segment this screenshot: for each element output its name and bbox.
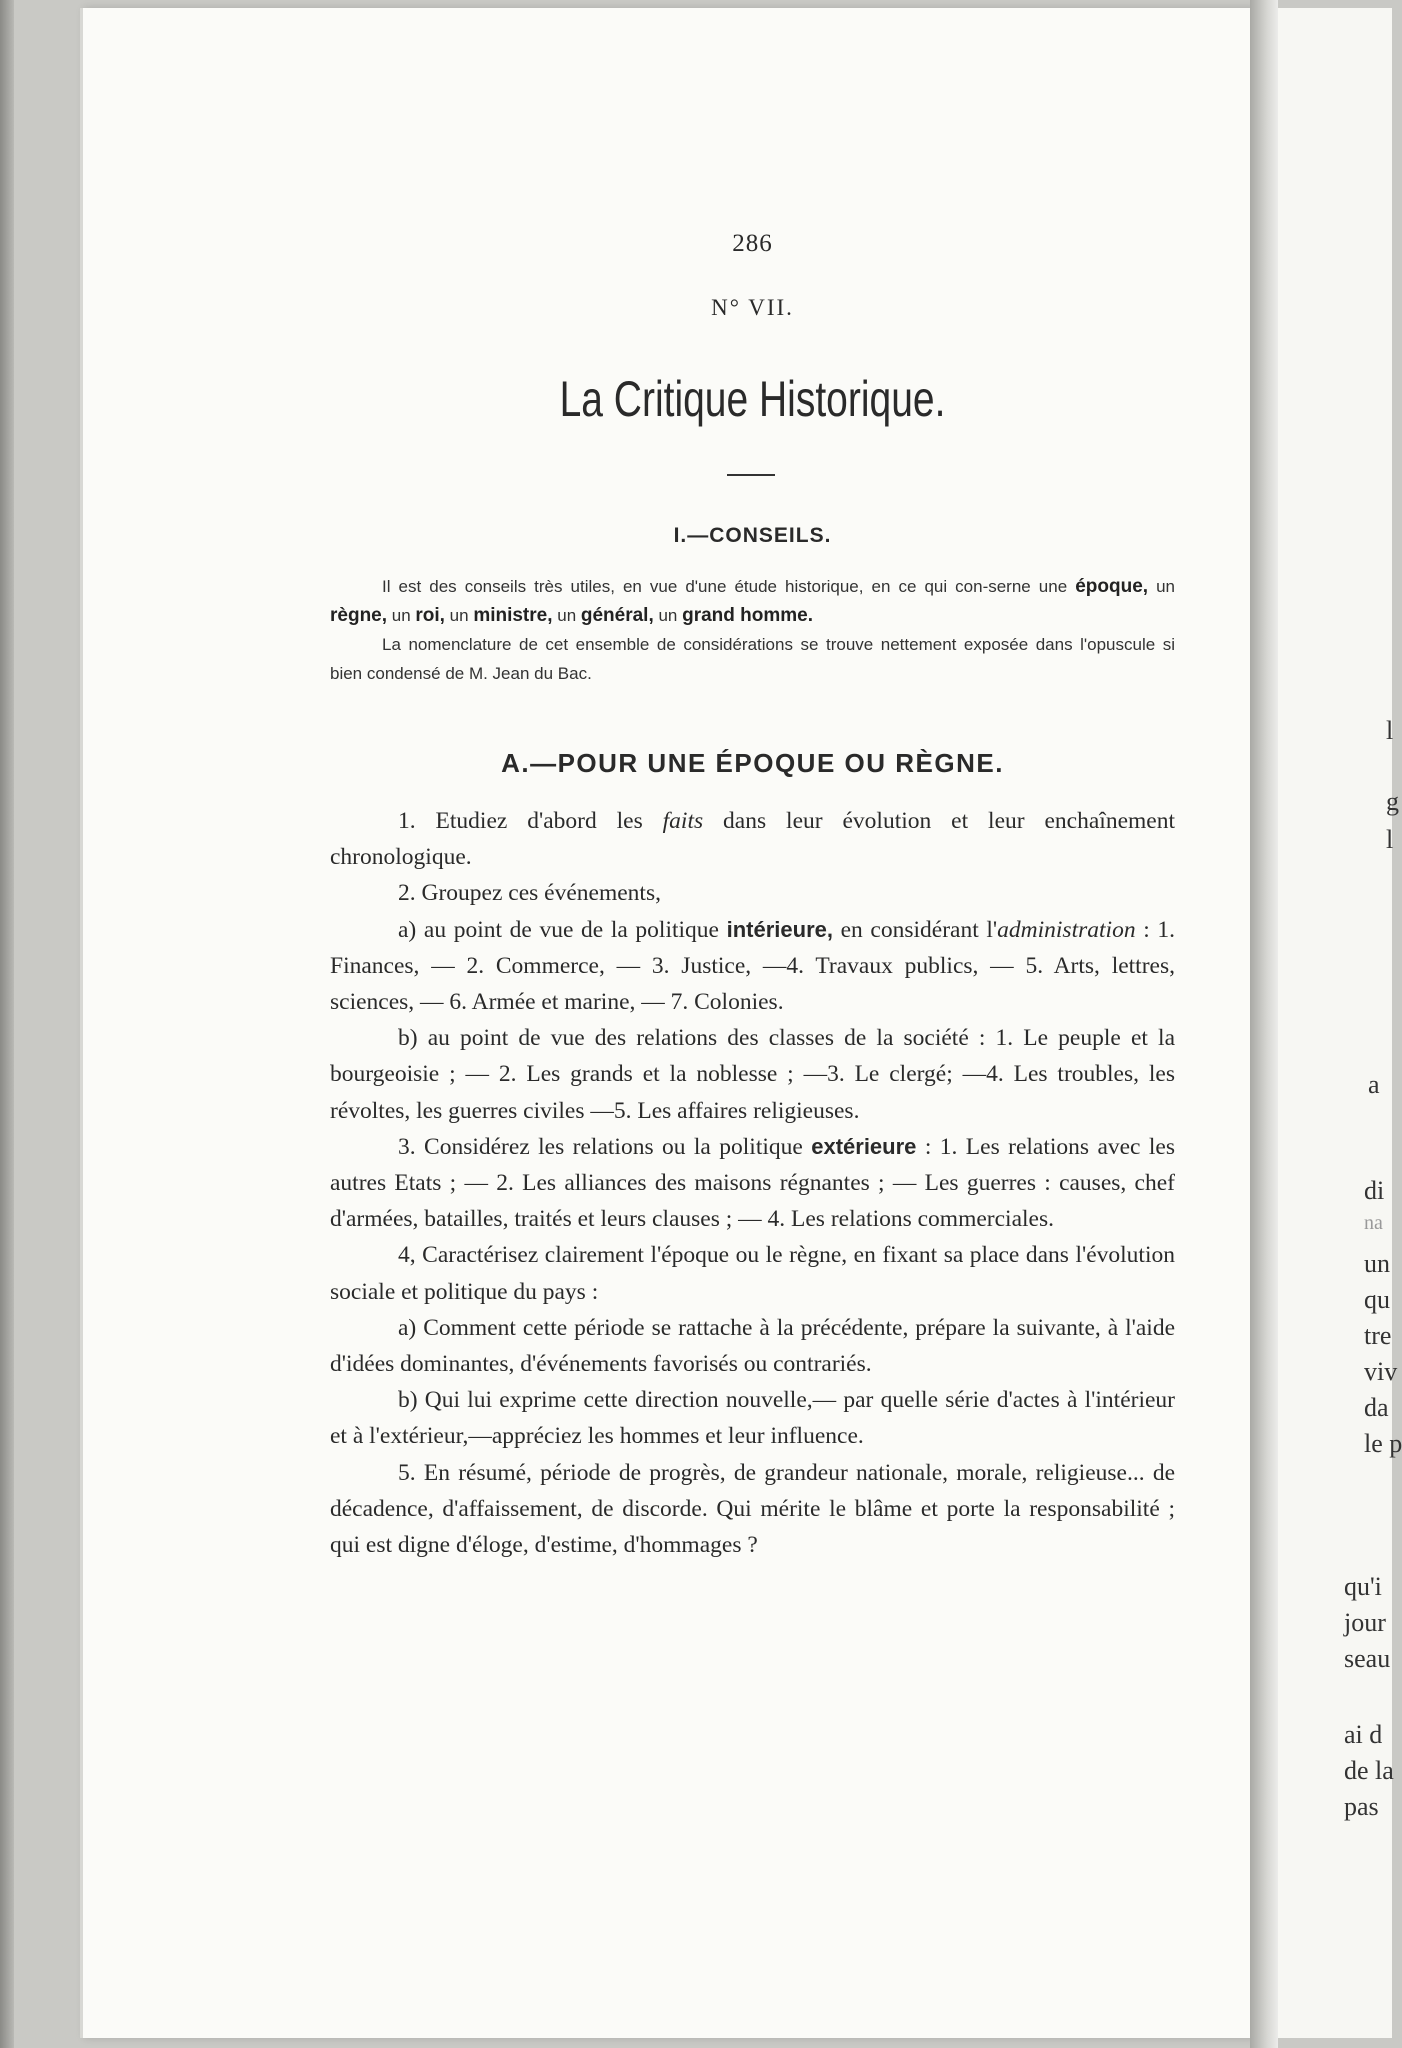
- facing-fragment: tre: [1364, 1321, 1392, 1350]
- facing-fragment: da: [1364, 1393, 1389, 1422]
- intro-paragraph-1: Il est des conseils très utiles, en vue d'une étude historique, en ce qui con-serne une époque, un règne, un roi, un ministre, un général, un grand homme.: [330, 576, 1175, 626]
- sub-heading: A.—POUR UNE ÉPOQUE OU RÈGNE.: [501, 748, 1004, 778]
- piece-number: N° VII.: [711, 295, 794, 320]
- facing-fragment: na: [1364, 1212, 1383, 1234]
- facing-fragment: qu'i: [1344, 1572, 1382, 1601]
- body-text: [330, 803, 1175, 1563]
- facing-fragment: g: [1386, 787, 1399, 816]
- facing-fragment: pas: [1344, 1792, 1379, 1821]
- title-divider: [727, 474, 775, 476]
- item-1: 1. Etudiez d'abord les faits dans leur évolution et leur enchaînement chronologique.: [330, 808, 1175, 871]
- item-4a: a) Comment cette période se rattache à la précédente, prépare la suivante, à l'aide d'idées dominantes, d'événements favorisés ou contrariés.: [330, 1314, 1175, 1378]
- page-number: 286: [732, 230, 773, 257]
- item-2b: b) au point de vue des relations des classes de la société : 1. Le peuple et la bourgeoisie ; — 2. Les grands et la noblesse ; —3. Le clergé; —4. Les troubles, les révoltes, les guerres civiles —5. Les affaires religieuses.: [330, 1025, 1175, 1124]
- item-4b: b) Qui lui exprime cette direction nouvelle,— par quelle série d'actes à l'intérieur et à l'extérieur,—appréciez les hommes et leur influence.: [330, 1387, 1175, 1450]
- section-heading: I.—CONSEILS.: [673, 524, 832, 547]
- facing-fragment: qu: [1364, 1285, 1390, 1314]
- facing-fragment: di: [1364, 1176, 1385, 1205]
- facing-fragment: ai d: [1344, 1720, 1383, 1749]
- facing-fragment: de la: [1344, 1756, 1394, 1785]
- facing-fragment: l: [1386, 825, 1394, 854]
- facing-fragment: viv: [1364, 1357, 1398, 1386]
- item-2: 2. Groupez ces événements,: [398, 880, 661, 907]
- item-4: 4, Caractérisez clairement l'époque ou le règne, en fixant sa place dans l'évolution sociale et politique du pays :: [330, 1242, 1175, 1305]
- scan-edge: [0, 0, 14, 2048]
- facing-fragment: le p: [1364, 1429, 1402, 1458]
- facing-fragment: seau: [1344, 1644, 1391, 1673]
- facing-fragment: un: [1364, 1249, 1390, 1278]
- book-page: [80, 8, 1253, 2038]
- page-title: La Critique Historique.: [559, 371, 946, 427]
- book-gutter: [1250, 0, 1278, 2048]
- facing-fragment: jour: [1344, 1608, 1386, 1637]
- item-3: 3. Considérez les relations ou la politique extérieure : 1. Les relations avec les autres Etats ; — 2. Les alliances des maisons régnantes ; — Les guerres : causes, chef d'armées, batailles, traités et leurs clauses ; — 4. Les relations commerciales.: [330, 1133, 1175, 1233]
- item-2a: a) au point de vue de la politique intérieure, en considérant l'administration : 1. Finances, — 2. Commerce, — 3. Justice, —4. Travaux publics, — 5. Arts, lettres, sciences, — 6. Armée et marine, — 7. Colonies.: [330, 916, 1175, 1016]
- facing-fragment: a: [1368, 1070, 1380, 1099]
- item-5: 5. En résumé, période de progrès, de grandeur nationale, morale, religieuse... de décadence, d'affaissement, de discorde. Qui mérite le blâme et porte la responsabilité ; qui est digne d'éloge, d'estime, d'hommages ?: [330, 1459, 1175, 1559]
- intro-text: [330, 572, 1175, 688]
- intro-paragraph-2: La nomenclature de cet ensemble de considérations se trouve nettement exposée dans l'opuscule si bien condensé de M. Jean du Bac.: [330, 635, 1175, 683]
- facing-fragment: l: [1386, 716, 1394, 745]
